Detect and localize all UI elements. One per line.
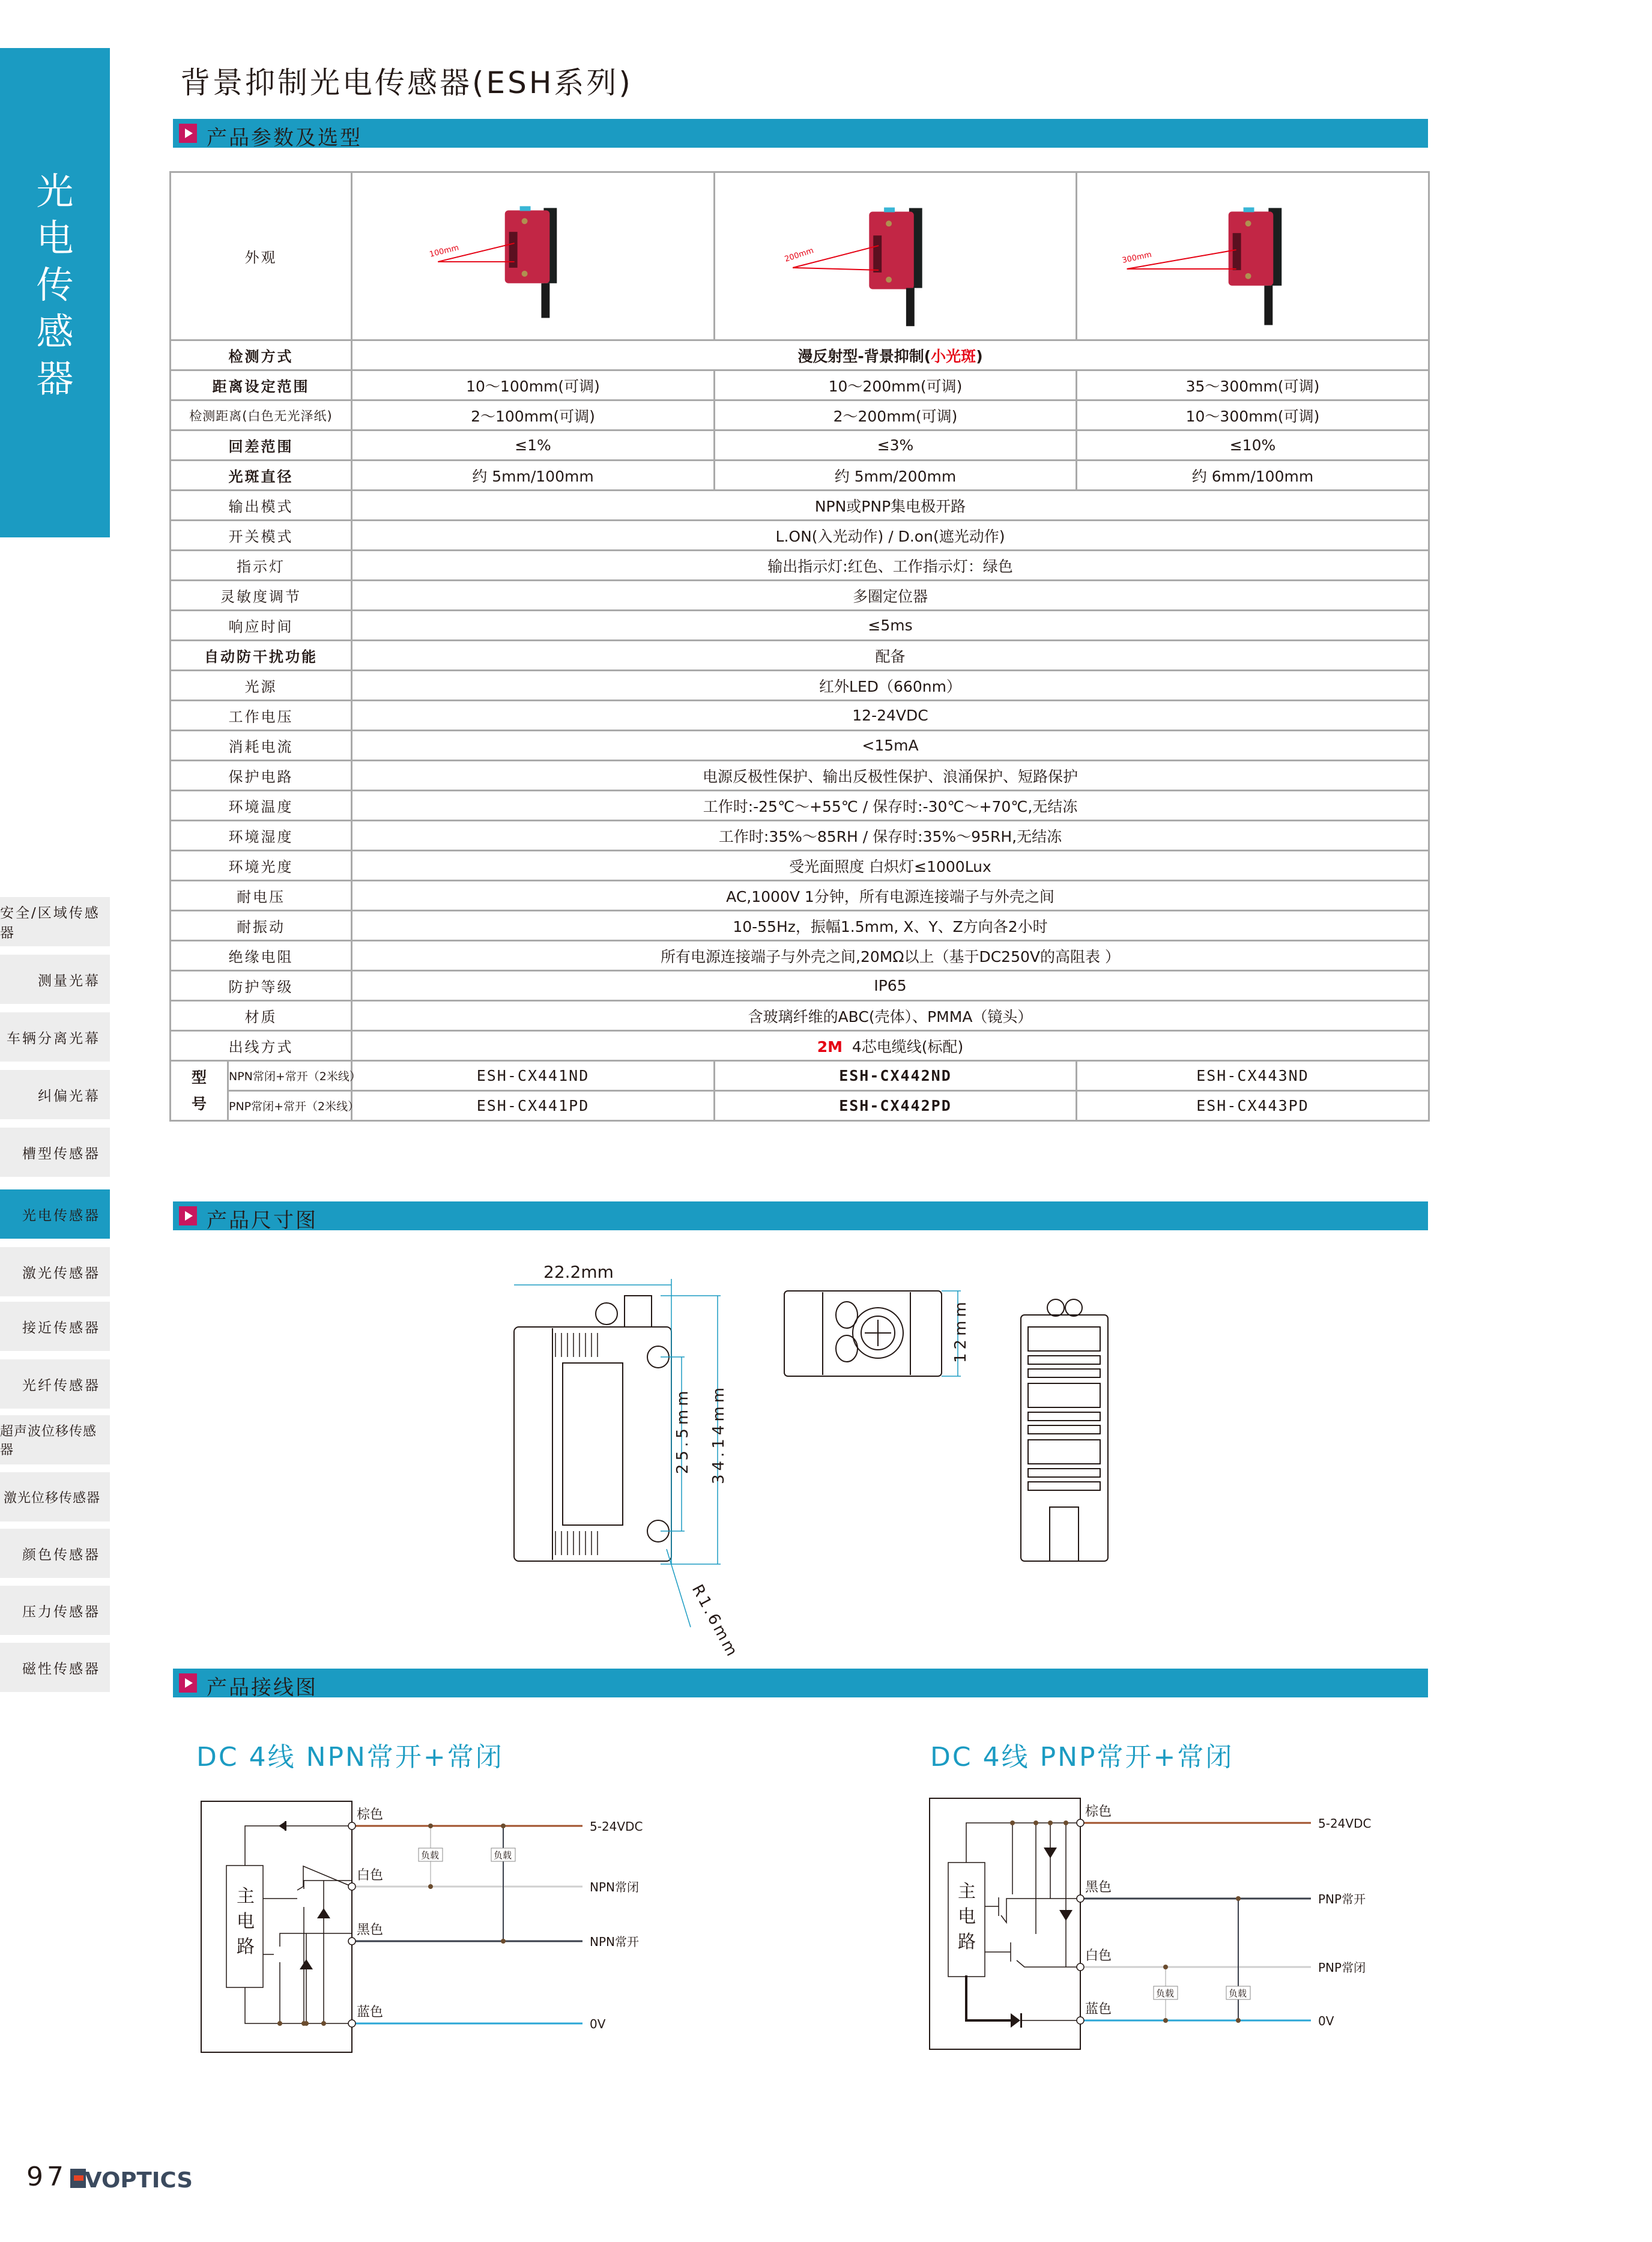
section-header-wiring (173, 1669, 1428, 1700)
row-value: 35～300mm(可调) (1077, 370, 1429, 400)
wiring-title-pnp: DC 4线 PNP常开+常闭 (930, 1742, 1234, 1772)
load-label: 负载 (1156, 1988, 1175, 1999)
row-value: 受光面照度 白炽灯≤1000Lux (352, 851, 1429, 881)
main-circuit-label: 主 (958, 1881, 976, 1902)
row-label: 自动防干扰功能 (171, 641, 352, 671)
junction-dot (1236, 1896, 1241, 1901)
table-row (171, 611, 1429, 641)
row-label: 开关模式 (171, 521, 352, 551)
row-label: 出线方式 (171, 1031, 352, 1061)
section-title: 产品接线图 (207, 1676, 318, 1700)
row-label: 回差范围 (171, 431, 352, 461)
table-row (171, 791, 1429, 821)
spec-table (169, 171, 1430, 1122)
section-marker-icon (179, 1206, 197, 1225)
section-side-band (0, 48, 110, 537)
wire-signal-label: NPN常开 (590, 1935, 639, 1949)
row-value: 约 6mm/100mm (1077, 461, 1429, 491)
photo-label: 300mm (1121, 250, 1153, 265)
dimension-depth: 12mm (952, 1298, 970, 1363)
value-text: ) (976, 347, 983, 365)
row-label: 工作电压 (171, 701, 352, 731)
row-value: 2～200mm(可调) (715, 400, 1077, 431)
span-rows (171, 491, 1429, 1031)
wire-signal-label: 0V (590, 2017, 606, 2031)
main-circuit-label: 电 (237, 1911, 255, 1932)
dimension-drawing (480, 1237, 1141, 1661)
model-number: ESH-CX443PD (1077, 1091, 1429, 1121)
row-value: L.ON(入光动作) / D.on(遮光动作) (352, 521, 1429, 551)
table-row (171, 761, 1429, 791)
row-label: 指示灯 (171, 551, 352, 581)
row-label: 材质 (171, 1001, 352, 1031)
model-number: ESH-CX441ND (352, 1061, 715, 1091)
pnp-wires (1077, 1804, 1371, 2028)
wire-color-label: 白色 (1085, 1948, 1112, 1963)
row-value: 电源反极性保护、输出反极性保护、浪涌保护、短路保护 (352, 761, 1429, 791)
junction-dot (1163, 2018, 1168, 2023)
row-value: 多圈定位器 (352, 581, 1429, 611)
row-label: 外观 (171, 172, 352, 340)
wire-signal-label: PNP常闭 (1318, 1960, 1366, 1975)
nav-item-vehicle-curtain[interactable]: 车辆分离光幕 (0, 1012, 110, 1062)
npn-wires (348, 1807, 643, 2031)
junction-dot (428, 1884, 433, 1889)
row-value: 10-55Hz，振幅1.5mm, X、Y、Z方向各2小时 (352, 911, 1429, 941)
table-row (171, 581, 1429, 611)
wiring-diagram-npn (198, 1795, 667, 2059)
nav-item-measuring-curtain[interactable]: 测量光幕 (0, 955, 110, 1004)
row-value: 配备 (352, 641, 1429, 671)
section-header-dimensions (173, 1201, 1428, 1233)
sensor-photo-200mm (715, 173, 1076, 336)
model-number: ESH-CX442PD (715, 1091, 1077, 1121)
row-value: IP65 (352, 971, 1429, 1001)
photo-label: 100mm (428, 243, 460, 259)
wire-color-label: 黑色 (1085, 1880, 1112, 1895)
wire-color-label: 白色 (357, 1868, 384, 1883)
row-value (352, 1031, 1429, 1061)
load-label: 负载 (494, 1850, 512, 1861)
row-value: <15mA (352, 731, 1429, 761)
side-band-label (0, 168, 110, 402)
table-row (171, 551, 1429, 581)
section-title: 产品参数及选型 (207, 126, 362, 150)
row-label: 环境湿度 (171, 821, 352, 851)
row-label: 灵敏度调节 (171, 581, 352, 611)
nav-item-safety[interactable]: 安全/区域传感器 (0, 897, 110, 946)
wire-signal-label: 5-24VDC (590, 1819, 643, 1834)
nav-item-photoelectric-sensor[interactable]: 光电传感器 (0, 1189, 110, 1239)
row-label: 检测距离(白色无光泽纸) (171, 400, 352, 431)
table-row (171, 851, 1429, 881)
table-row (171, 911, 1429, 941)
terminal-icon (1077, 1895, 1084, 1902)
row-value: ≤3% (715, 431, 1077, 461)
row-label: 光源 (171, 671, 352, 701)
nav-item-magnetic-sensor[interactable]: 磁性传感器 (0, 1643, 110, 1692)
wiring-diagram-pnp (927, 1792, 1395, 2056)
product-photo-cell (1077, 172, 1429, 340)
nav-item-laser-displacement-sensor[interactable]: 激光位移传感器 (0, 1472, 110, 1521)
terminal-icon (348, 2020, 356, 2027)
table-row (171, 881, 1429, 911)
table-row (171, 1001, 1429, 1031)
table-row (171, 461, 1429, 491)
row-value: 12-24VDC (352, 701, 1429, 731)
evoptics-logo (70, 2168, 193, 2193)
junction-dot (501, 1939, 506, 1944)
terminal-icon (1077, 2017, 1084, 2024)
page-number: 97 (26, 2162, 67, 2192)
table-row (171, 731, 1429, 761)
dimension-width: 22.2mm (543, 1262, 614, 1282)
model-number: ESH-CX441PD (352, 1091, 715, 1121)
table-row (171, 671, 1429, 701)
model-group-char: 号 (191, 1095, 207, 1113)
row-value: 工作时:35%～85RH / 保存时:35%～95RH,无结冻 (352, 821, 1429, 851)
wire-signal-label: 0V (1318, 2014, 1334, 2028)
row-label: 耐电压 (171, 881, 352, 911)
junction-dot (428, 1824, 433, 1828)
row-label: 防护等级 (171, 971, 352, 1001)
value-text: 漫反射型-背景抑制( (797, 347, 931, 365)
load-label: 负载 (421, 1850, 440, 1861)
row-value: 2～100mm(可调) (352, 400, 715, 431)
side-band-char: 感 (36, 310, 74, 354)
wire-color-label: 蓝色 (357, 2005, 384, 2020)
row-value: ≤1% (352, 431, 715, 461)
model-number: ESH-CX442ND (715, 1061, 1077, 1091)
row-value: 约 5mm/100mm (352, 461, 715, 491)
side-band-char: 传 (36, 263, 74, 307)
row-label: 距离设定范围 (171, 370, 352, 400)
page-title: 背景抑制光电传感器(ESH系列) (180, 65, 633, 100)
terminal-icon (1077, 1819, 1084, 1827)
value-highlight: 2M (817, 1038, 843, 1056)
row-label: NPN常闭+常开（2米线） (228, 1061, 352, 1091)
nav-item-deviation-curtain[interactable]: 纠偏光幕 (0, 1070, 110, 1119)
row-label: 消耗电流 (171, 731, 352, 761)
model-group-label (171, 1061, 228, 1121)
junction-dot (501, 1824, 506, 1828)
row-value: 工作时:-25℃～+55℃ / 保存时:-30℃～+70℃,无结冻 (352, 791, 1429, 821)
row-value: 10～300mm(可调) (1077, 400, 1429, 431)
product-photo-cell (352, 172, 715, 340)
nav-item-ultrasonic-sensor[interactable]: 超声波位移传感器 (0, 1415, 110, 1464)
row-label: 光斑直径 (171, 461, 352, 491)
side-band-char: 器 (36, 357, 74, 400)
side-band-char: 电 (36, 216, 74, 260)
table-row-appearance (171, 172, 1429, 340)
main-circuit-label: 电 (958, 1906, 976, 1927)
section-title: 产品尺寸图 (207, 1209, 318, 1233)
wire-color-label: 黑色 (357, 1923, 384, 1938)
nav-item-slot-sensor[interactable]: 槽型传感器 (0, 1128, 110, 1177)
wire-color-label: 棕色 (1085, 1804, 1112, 1819)
table-row (171, 701, 1429, 731)
row-label: 保护电路 (171, 761, 352, 791)
side-band-char: 光 (36, 169, 74, 213)
nav-item-fiber-sensor[interactable]: 光纤传感器 (0, 1359, 110, 1409)
dimension-height: 34.14mm (710, 1383, 728, 1484)
wire-signal-label: NPN常闭 (590, 1880, 639, 1894)
row-label: 输出模式 (171, 491, 352, 521)
row-value: 约 5mm/200mm (715, 461, 1077, 491)
nav-item-proximity-sensor[interactable]: 接近传感器 (0, 1302, 110, 1351)
dimension-radius: R1.6mm (688, 1582, 742, 1661)
row-value: 含玻璃纤维的ABC(壳体）、PMMA（镜头） (352, 1001, 1429, 1031)
row-value: 输出指示灯:红色、工作指示灯：绿色 (352, 551, 1429, 581)
row-label: 响应时间 (171, 611, 352, 641)
table-row-model-npn (171, 1061, 1429, 1091)
product-photo-cell (715, 172, 1077, 340)
wiring-title-npn: DC 4线 NPN常开+常闭 (196, 1742, 504, 1772)
row-value: 10～100mm(可调) (352, 370, 715, 400)
row-value: 红外LED（660nm） (352, 671, 1429, 701)
wire-color-label: 棕色 (357, 1807, 384, 1822)
main-circuit-label: 主 (237, 1886, 255, 1907)
row-label: 检测方式 (171, 340, 352, 370)
table-row (171, 400, 1429, 431)
table-row (171, 370, 1429, 400)
junction-dot (1236, 2018, 1241, 2023)
row-label: PNP常闭+常开（2米线） (228, 1091, 352, 1121)
photo-label: 200mm (783, 246, 815, 264)
terminal-icon (348, 1938, 356, 1945)
table-row-model-pnp (171, 1091, 1429, 1121)
value-text: 4芯电缆线(标配) (852, 1038, 964, 1056)
svg-text:VOPTICS: VOPTICS (85, 2168, 193, 2193)
row-label: 环境光度 (171, 851, 352, 881)
row-value: 10～200mm(可调) (715, 370, 1077, 400)
back-view (1021, 1299, 1108, 1561)
section-header-params (173, 119, 1428, 148)
row-value: ≤5ms (352, 611, 1429, 641)
row-value (352, 340, 1429, 370)
table-row (171, 521, 1429, 551)
nav-item-color-sensor[interactable]: 颜色传感器 (0, 1529, 110, 1578)
table-row (171, 641, 1429, 671)
wire-color-label: 蓝色 (1085, 2002, 1112, 2017)
nav-item-laser-sensor[interactable]: 激光传感器 (0, 1247, 110, 1296)
table-row (171, 340, 1429, 370)
model-number: ESH-CX443ND (1077, 1061, 1429, 1091)
table-row (171, 821, 1429, 851)
row-label: 耐振动 (171, 911, 352, 941)
value-highlight: 小光斑 (931, 347, 976, 365)
terminal-icon (348, 1822, 356, 1830)
front-view (784, 1291, 942, 1376)
wire-signal-label: PNP常开 (1318, 1892, 1366, 1906)
section-marker-icon (179, 1673, 197, 1693)
dimension-hole-pitch: 25.5mm (674, 1387, 692, 1474)
table-row (171, 431, 1429, 461)
terminal-icon (348, 1883, 356, 1890)
terminal-icon (1077, 1963, 1084, 1971)
side-view (514, 1296, 671, 1561)
model-group-char: 型 (191, 1068, 207, 1086)
sensor-photo-300mm (1077, 173, 1428, 336)
wire-signal-label: 5-24VDC (1318, 1816, 1372, 1831)
table-row (171, 941, 1429, 971)
row-value: 所有电源连接端子与外壳之间,20MΩ以上（基于DC250V的高阻表 ） (352, 941, 1429, 971)
sensor-photo-100mm (352, 173, 713, 336)
junction-dot (1163, 1965, 1168, 1969)
table-row (171, 971, 1429, 1001)
nav-item-pressure-sensor[interactable]: 压力传感器 (0, 1586, 110, 1635)
load-label: 负载 (1229, 1988, 1247, 1999)
table-row (171, 1031, 1429, 1061)
row-value: ≤10% (1077, 431, 1429, 461)
row-label: 环境温度 (171, 791, 352, 821)
main-circuit-label: 路 (237, 1936, 255, 1957)
table-row (171, 491, 1429, 521)
row-value: NPN或PNP集电极开路 (352, 491, 1429, 521)
row-value: AC,1000V 1分钟，所有电源连接端子与外壳之间 (352, 881, 1429, 911)
main-circuit-label: 路 (958, 1932, 976, 1953)
row-label: 绝缘电阻 (171, 941, 352, 971)
section-marker-icon (179, 124, 197, 143)
